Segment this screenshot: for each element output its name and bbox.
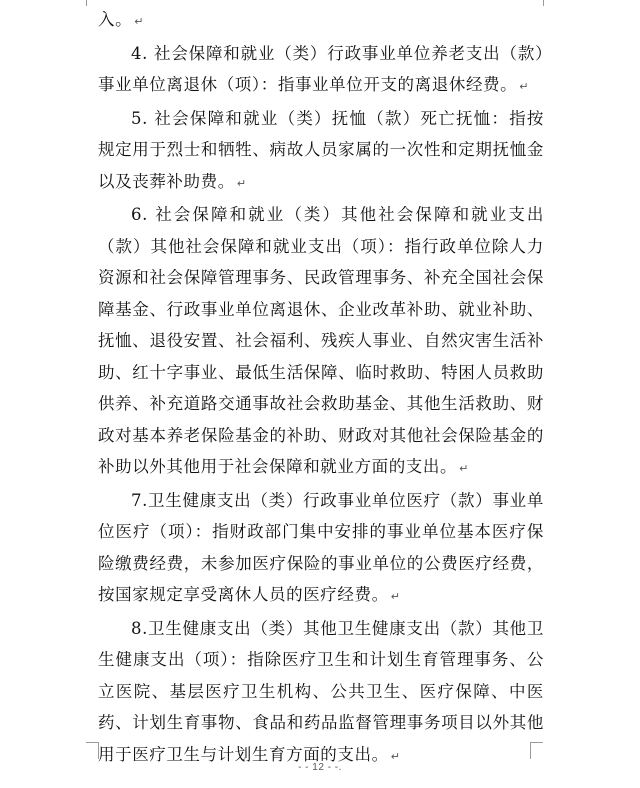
paragraph-text: 8.卫生健康支出（类）其他卫生健康支出（款）其他卫生健康支出（项）：指除医疗卫生和计划生育管理事务、公立医院、基层医疗卫生机构、公共卫生、医疗保障、中医药、计划生育事物、食品和药品监督管理事务项目以外其他用于医疗卫生与计划生育方面的支出。 xyxy=(98,618,544,764)
paragraph-mark-icon: ↵ xyxy=(459,462,469,475)
paragraph-item-6 xyxy=(98,199,544,485)
document-body[interactable] xyxy=(98,4,544,772)
paragraph-text: 7.卫生健康支出（类）行政事业单位医疗（款）事业单位医疗（项）：指财政部门集中安排的事业单位基本医疗保险缴费经费，未参加医疗保险的事业单位的公费医疗经费，按国家规定享受离休人员的医疗经费。 xyxy=(98,490,544,604)
paragraph-text: 4. 社会保障和就业（类）行政事业单位养老支出（款）事业单位离退休（项）：指事业单位开支的离退休经费。 xyxy=(98,43,544,94)
paragraph-mark-icon: ↵ xyxy=(236,176,247,190)
paragraph-text: 6. 社会保障和就业（类）其他社会保障和就业支出（款）其他社会保障和就业支出（项）：指行政单位除人力资源和社会保障管理事务、民政管理事务、补充全国社会保障基金、行政事业单位离退休、企业改革补助、就业补助、抚恤、退役安置、社会福利、残疾人事业、自然灾害生活补助、红十字事业、最低生活保障、临时救助、特困人员救助供养、补充道路交通事故社会救助基金、其他生活救助、财政对基本养老保险基金的补助、财政对其他社会保险基金的补助以外其他用于社会保障和就业方面的支出。 xyxy=(98,205,544,476)
paragraph-continuation xyxy=(98,4,544,38)
crop-mark-top-left xyxy=(86,0,87,6)
paragraph-item-7 xyxy=(98,485,544,613)
paragraph-mark-icon: ↵ xyxy=(519,80,529,93)
paragraph-mark-icon: ↵ xyxy=(134,15,144,28)
paragraph-item-5 xyxy=(98,103,544,200)
page-number: - - 12 - -. xyxy=(298,762,342,773)
paragraph-mark-icon: ↵ xyxy=(390,749,400,763)
paragraph-text: 入。 xyxy=(98,10,133,29)
paragraph-mark-icon: ↵ xyxy=(390,590,400,603)
paragraph-text: 5. 社会保障和就业（类）抚恤（款）死亡抚恤：指按规定用于烈士和牺牲、病故人员家属的一次性和定期抚恤金以及丧葬补助费。 xyxy=(98,108,544,191)
paragraph-item-8 xyxy=(98,613,544,773)
paragraph-item-4 xyxy=(98,38,544,103)
